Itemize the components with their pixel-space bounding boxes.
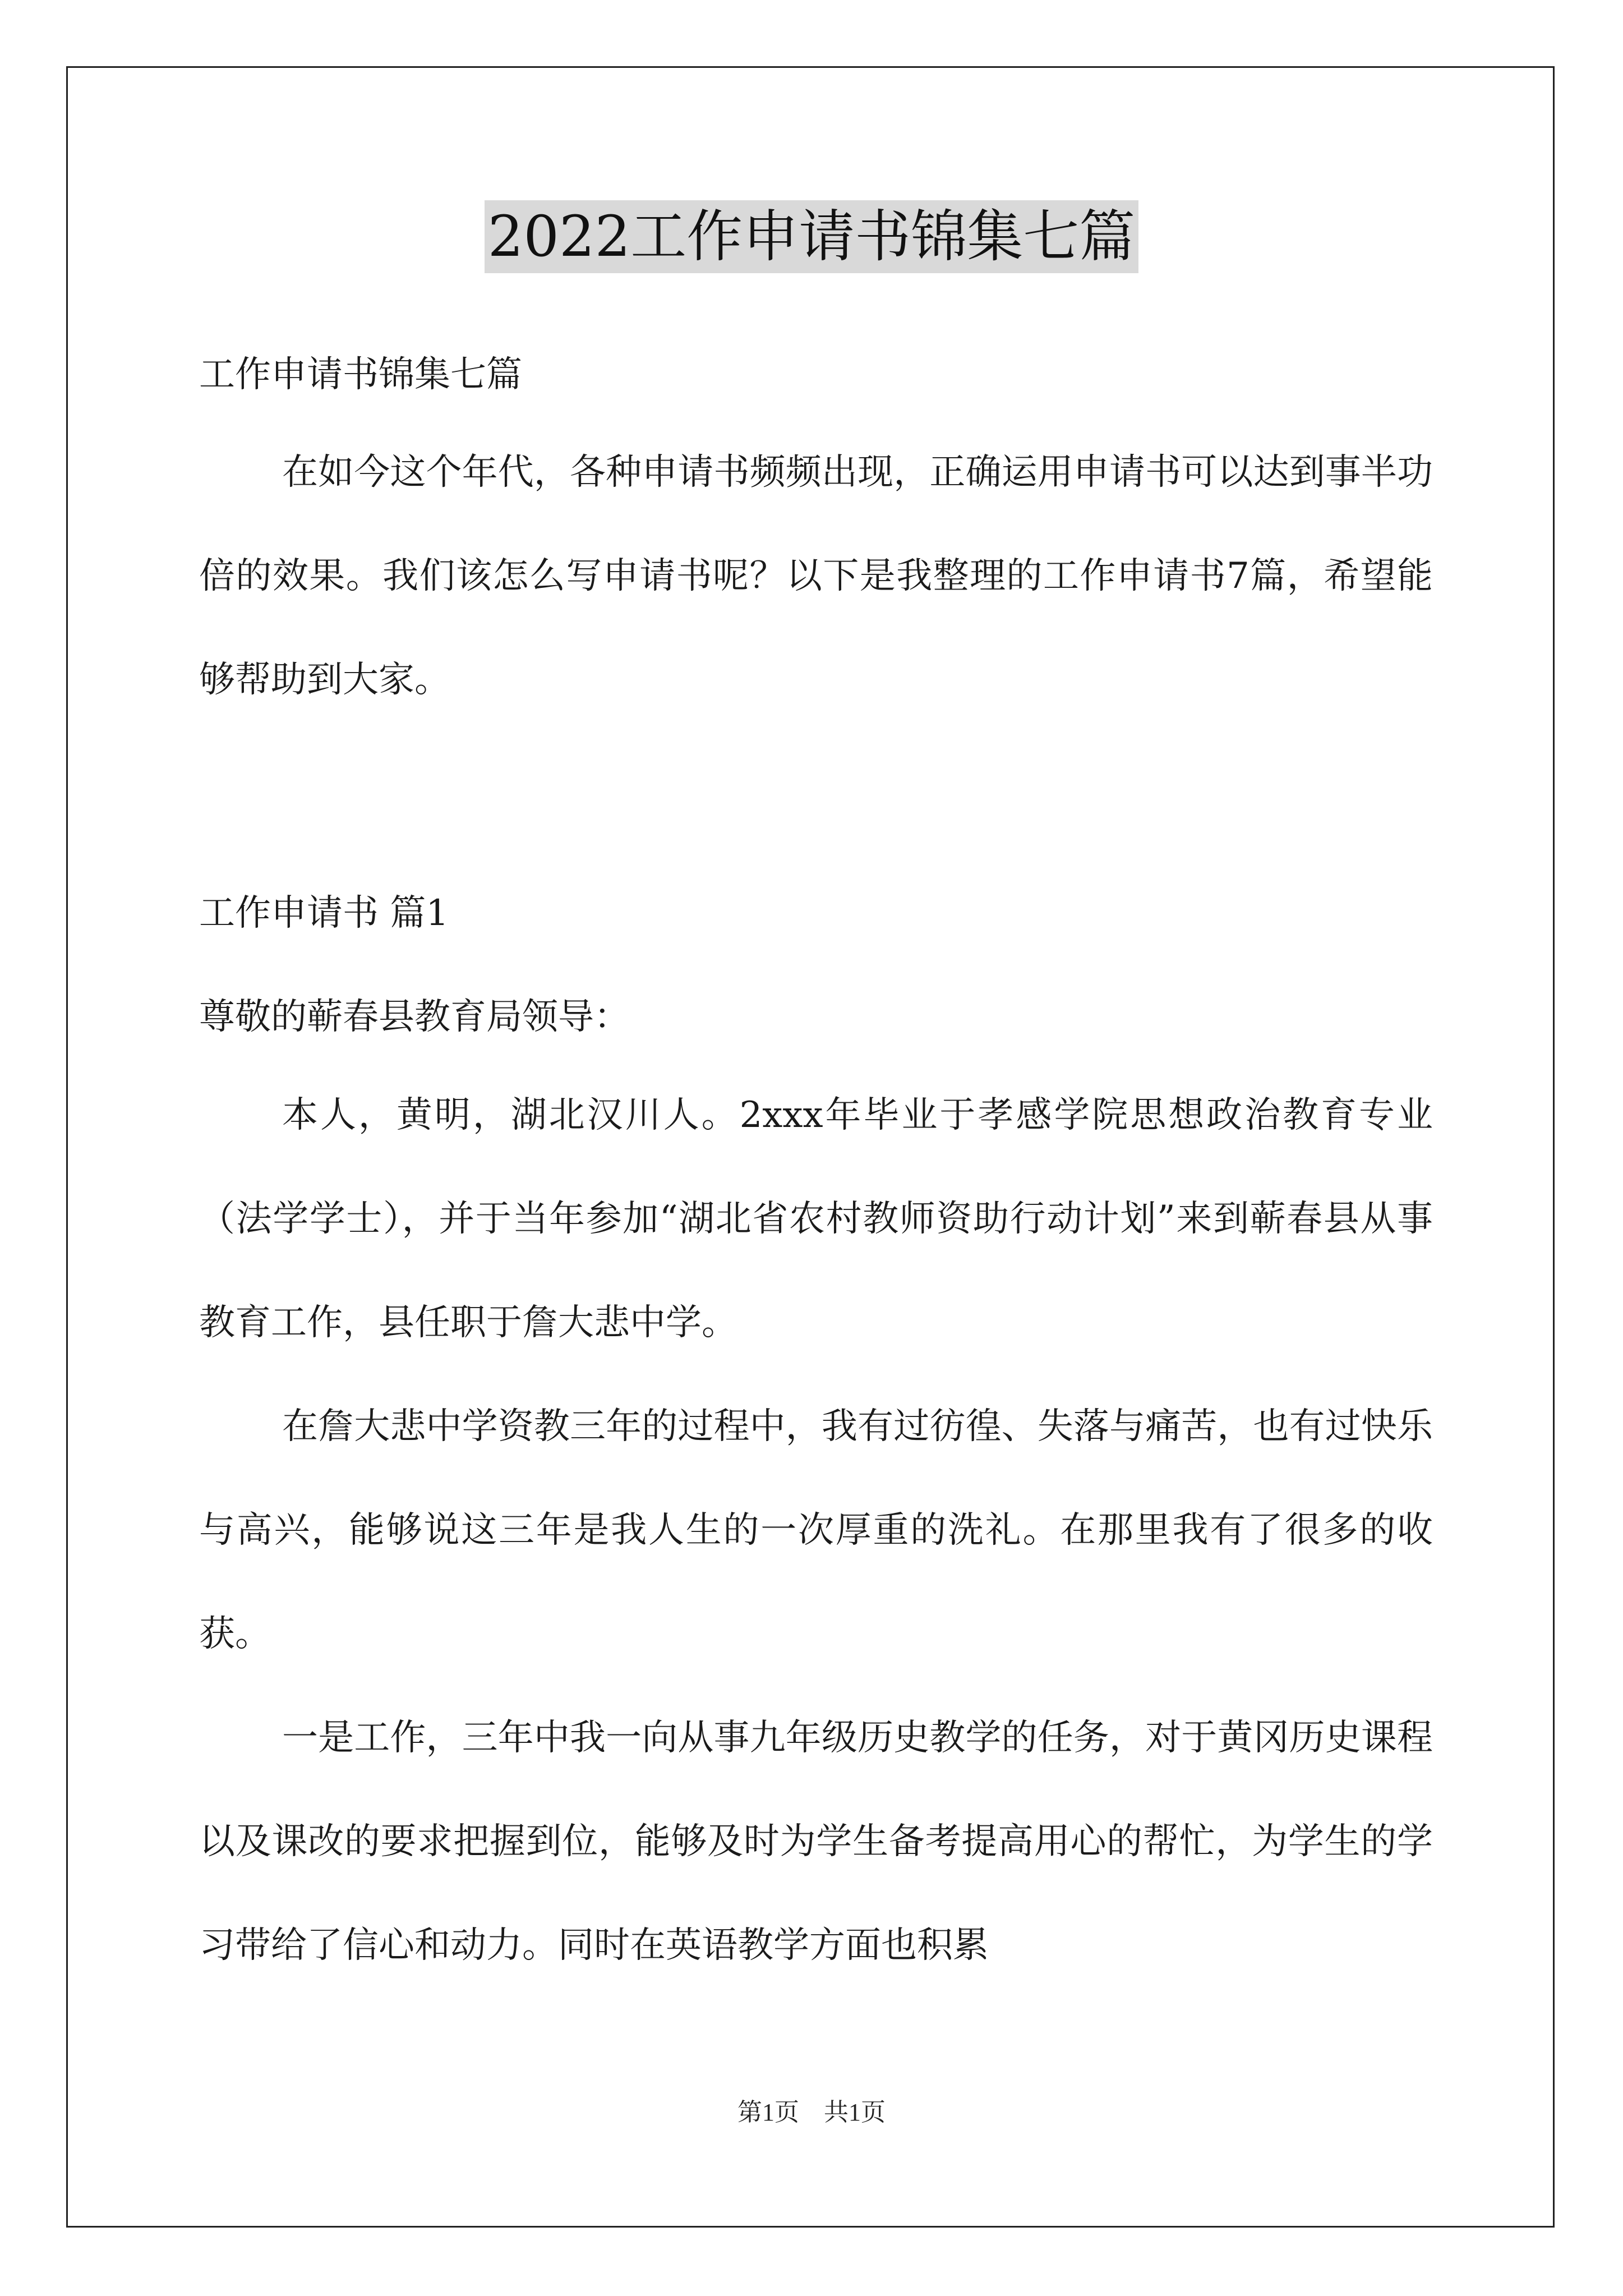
page-footer: 第1页 共1页 — [737, 2099, 886, 2126]
section-heading: 工作申请书 篇1 — [199, 892, 449, 934]
salutation: 尊敬的蕲春县教育局领导： — [199, 996, 630, 1038]
document-title: 2022工作申请书锦集七篇 — [485, 200, 1139, 273]
intro-paragraph: 在如今这个年代，各种申请书频频出现，正确运用申请书可以达到事半功倍的效果。我们该怎么写申请书呢？以下是我整理的工作申请书7篇，希望能够帮助到大家。 — [199, 452, 1433, 701]
body-paragraph-1: 本人，黄明，湖北汉川人。2xxx年毕业于孝感学院思想政治教育专业（法学学士），并于当年参加“湖北省农村教师资助行动计划”来到蕲春县从事教育工作，县任职于詹大悲中学。 — [199, 1094, 1433, 1343]
subtitle: 工作申请书锦集七篇 — [199, 354, 522, 395]
title-container — [0, 200, 1623, 273]
body-paragraph-2: 在詹大悲中学资教三年的过程中，我有过彷徨、失落与痛苦，也有过快乐与高兴，能够说这三年是我人生的一次厚重的洗礼。在那里我有了很多的收获。 — [199, 1406, 1433, 1655]
body-paragraph-3: 一是工作，三年中我一向从事九年级历史教学的任务，对于黄冈历史课程以及课改的要求把握到位，能够及时为学生备考提高用心的帮忙，为学生的学习带给了信心和动力。同时在英语教学方面也积累 — [199, 1717, 1433, 1966]
